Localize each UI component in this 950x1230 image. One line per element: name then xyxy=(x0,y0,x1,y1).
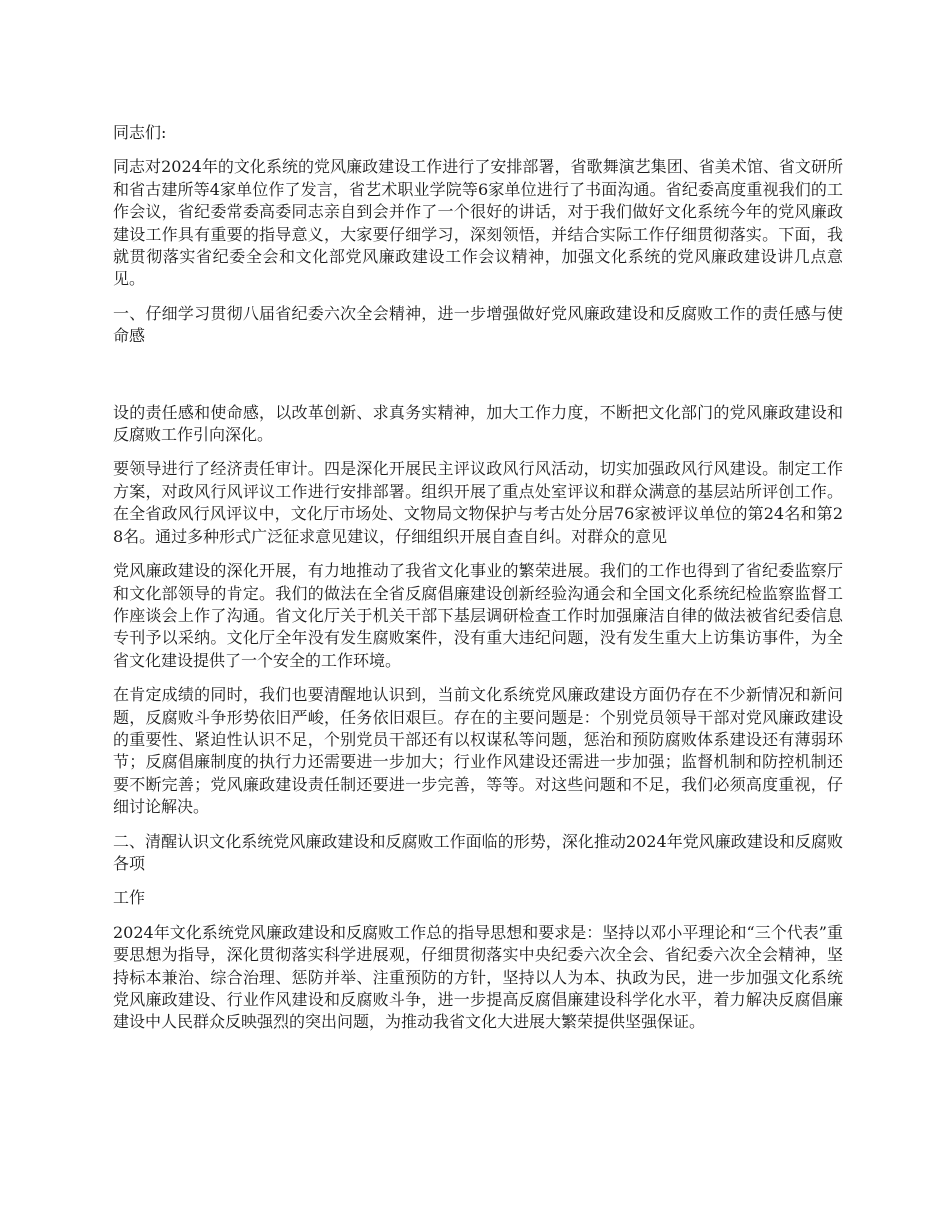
paragraph-problems: 在肯定成绩的同时，我们也要清醒地认识到，当前文化系统党风廉政建设方面仍存在不少新情况和新问题，反腐败斗争形势依旧严峻，任务依旧艰巨。存在的主要问题是：个别党员领导干部对党风廉政建设的重要性、紧迫性认识不足，个别党员干部还有以权谋私等问题，惩治和预防腐败体系建设还有薄弱环节；反腐倡廉制度的执行力还需要进一步加大；行业作风建设还需进一步加强；监督机制和防控机制还要不断完善；党风廉政建设责任制还要进一步完善，等等。对这些问题和不足，我们必须高度重视，仔细讨论解决。 xyxy=(113,685,843,817)
paragraph-audit: 要领导进行了经济责任审计。四是深化开展民主评议政风行风活动，切实加强政风行风建设。制定工作方案，对政风行风评议工作进行安排部署。组织开展了重点处室评议和群众满意的基层站所评创工作。在全省政风行风评议中，文化厅市场处、文物局文物保护与考古处分居76家被评议单位的第24名和第28名。通过多种形式广泛征求意见建议，仔细组织开展自查自纠。对群众的意见 xyxy=(113,459,843,546)
section-heading-2: 二、清醒认识文化系统党风廉政建设和反腐败工作面临的形势，深化推动2024年党风廉政建设和反腐败各项 xyxy=(113,831,843,873)
paragraph-guiding-thought: 2024年文化系统党风廉政建设和反腐败工作总的指导思想和要求是：坚持以邓小平理论和“三个代表”重要思想为指导，深化贯彻落实科学进展观，仔细贯彻落实中央纪委六次全会、省纪委六次全会精神，坚持标本兼治、综合治理、惩防并举、注重预防的方针，坚持以人为本、执政为民，进一步加强文化系统党风廉政建设、行业作风建设和反腐败斗争，进一步提高反腐倡廉建设科学化水平，着力解决反腐倡廉建设中人民群众反映强烈的突出问题，为推动我省文化大进展大繁荣提供坚强保证。 xyxy=(113,922,843,1032)
document-page xyxy=(113,122,843,1034)
paragraph-achievements: 党风廉政建设的深化开展，有力地推动了我省文化事业的繁荣进展。我们的工作也得到了省纪委监察厅和文化部领导的肯定。我们的做法在全省反腐倡廉建设创新经验沟通会和全国文化系统纪检监察监督工作座谈会上作了沟通。省文化厅关于机关干部下基层调研检查工作时加强廉洁自律的做法被省纪委信息专刊予以采纳。文化厅全年没有发生腐败案件，没有重大违纪问题，没有发生重大上访集访事件，为全省文化建设提供了一个安全的工作环境。 xyxy=(113,561,843,670)
salutation: 同志们: xyxy=(113,123,167,142)
paragraph-responsibility: 设的责任感和使命感，以改革创新、求真务实精神，加大工作力度，不断把文化部门的党风廉政建设和反腐败工作引向深化。 xyxy=(113,402,843,445)
section-heading-1: 一、仔细学习贯彻八届省纪委六次全会精神，进一步增强做好党风廉政建设和反腐败工作的责任感与使命感 xyxy=(113,303,843,346)
section-heading-2-continued: 工作 xyxy=(113,888,146,908)
paragraph-opening: 同志对2024年的文化系统的党风廉政建设工作进行了安排部署，省歌舞演艺集团、省美术馆、省文研所和省古建所等4家单位作了发言，省艺术职业学院等6家单位进行了书面沟通。省纪委高度重视我们的工作会议，省纪委常委高委同志亲自到会并作了一个很好的讲话，对于我们做好文化系统今年的党风廉政建设工作具有重要的指导意义，大家要仔细学习，深刻领悟，并结合实际工作仔细贯彻落实。下面，我就贯彻落实省纪委全会和文化部党风廉政建设工作会议精神，加强文化系统的党风廉政建设讲几点意见。 xyxy=(113,157,843,289)
